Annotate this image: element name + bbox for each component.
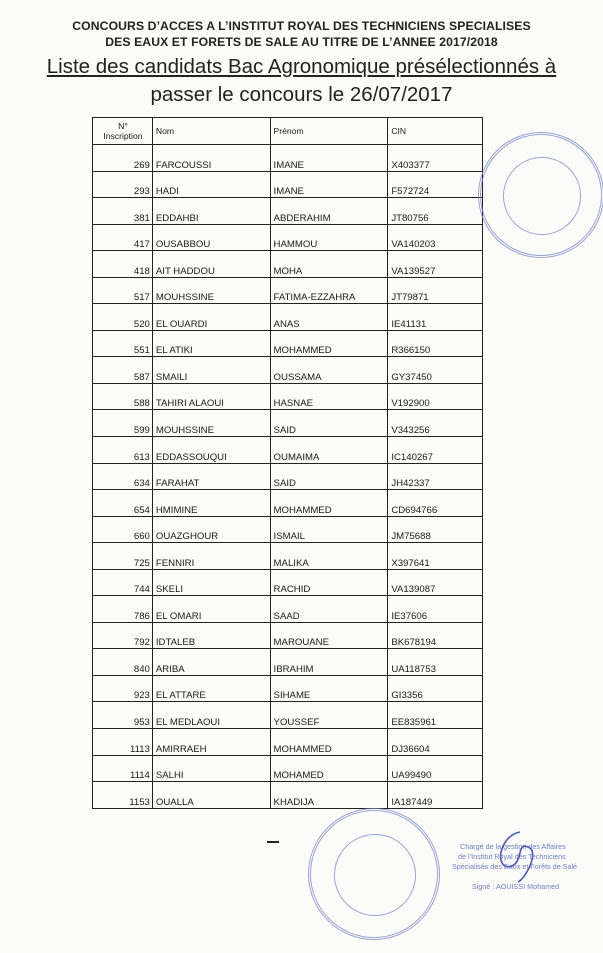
- cell-prenom: IMANE: [270, 171, 388, 198]
- table-row: [93, 357, 483, 384]
- cell-num-inscription: 293: [93, 171, 153, 198]
- cell-cin: UA99490: [388, 755, 483, 782]
- cell-nom: EL OUARDI: [152, 304, 270, 331]
- cell-num-inscription: 588: [93, 383, 153, 410]
- table-row: [93, 463, 483, 490]
- cell-num-inscription: 953: [93, 702, 153, 729]
- cell-prenom: OUSSAMA: [270, 357, 388, 384]
- document-title-line-2: passer le concours le 26/07/2017: [150, 83, 453, 106]
- cell-nom: IDTALEB: [152, 622, 270, 649]
- cell-num-inscription: 613: [93, 437, 153, 464]
- table-row: [93, 437, 483, 464]
- table-row: [93, 145, 483, 172]
- signature-line-4: Signé : AOUISSI Mohamed: [472, 882, 560, 891]
- cell-cin: V343256: [388, 410, 483, 437]
- signature-line-1: Chargé de la gestion des Affaires: [460, 842, 566, 851]
- table-row: [93, 702, 483, 729]
- cell-num-inscription: 587: [93, 357, 153, 384]
- cell-num-inscription: 599: [93, 410, 153, 437]
- cell-nom: EL OMARI: [152, 596, 270, 623]
- cell-nom: MOUHSSINE: [152, 410, 270, 437]
- cell-prenom: IMANE: [270, 145, 388, 172]
- official-stamp-bottom: [308, 808, 440, 940]
- cell-nom: FARAHAT: [152, 463, 270, 490]
- table-row: [93, 224, 483, 251]
- header-num-inscription: N° Inscription: [93, 118, 153, 145]
- cell-nom: SMAILI: [152, 357, 270, 384]
- cell-num-inscription: 1113: [93, 729, 153, 756]
- cell-nom: OUAZGHOUR: [152, 516, 270, 543]
- cell-num-inscription: 381: [93, 198, 153, 225]
- cell-cin: DJ36604: [388, 729, 483, 756]
- cell-prenom: MAROUANE: [270, 622, 388, 649]
- cell-cin: CD694766: [388, 490, 483, 517]
- cell-cin: BK678194: [388, 622, 483, 649]
- official-stamp-top: [478, 132, 603, 258]
- header-line-2: DES EAUX ET FORETS DE SALE AU TITRE DE L’ANNEE 2017/2018: [105, 35, 498, 49]
- table-row: [93, 596, 483, 623]
- cell-nom: EL MEDLAOUI: [152, 702, 270, 729]
- table-row: [93, 198, 483, 225]
- cell-num-inscription: 520: [93, 304, 153, 331]
- cell-num-inscription: 725: [93, 543, 153, 570]
- table-row: [93, 383, 483, 410]
- cell-num-inscription: 551: [93, 330, 153, 357]
- cell-nom: OUALLA: [152, 782, 270, 809]
- table-row: [93, 569, 483, 596]
- cell-prenom: MALIKA: [270, 543, 388, 570]
- table-row: [93, 171, 483, 198]
- cell-prenom: KHADIJA: [270, 782, 388, 809]
- cell-num-inscription: 744: [93, 569, 153, 596]
- cell-num-inscription: 418: [93, 251, 153, 278]
- table-row: [93, 490, 483, 517]
- header-line-1: CONCOURS D’ACCES A L’INSTITUT ROYAL DES TECHNICIENS SPECIALISES: [72, 19, 531, 33]
- cell-num-inscription: 654: [93, 490, 153, 517]
- table-row: [93, 729, 483, 756]
- cell-nom: EL ATTARE: [152, 675, 270, 702]
- cell-nom: OUSABBOU: [152, 224, 270, 251]
- cell-cin: GI3356: [388, 675, 483, 702]
- cell-nom: FARCOUSSI: [152, 145, 270, 172]
- header-cin: CIN: [388, 118, 483, 145]
- cell-cin: VA139527: [388, 251, 483, 278]
- cell-cin: IC140267: [388, 437, 483, 464]
- cell-prenom: SAID: [270, 463, 388, 490]
- cell-cin: VA140203: [388, 224, 483, 251]
- cell-nom: AMIRRAEH: [152, 729, 270, 756]
- cell-prenom: ABDERAHIM: [270, 198, 388, 225]
- cell-num-inscription: 792: [93, 622, 153, 649]
- cell-prenom: ANAS: [270, 304, 388, 331]
- cell-cin: VA139087: [388, 569, 483, 596]
- cell-prenom: SIHAME: [270, 675, 388, 702]
- table-row: [93, 649, 483, 676]
- cell-cin: X397641: [388, 543, 483, 570]
- cell-cin: F572724: [388, 171, 483, 198]
- cell-nom: MOUHSSINE: [152, 277, 270, 304]
- cell-prenom: MOHAMMED: [270, 490, 388, 517]
- cell-prenom: MOHA: [270, 251, 388, 278]
- cell-nom: HMIMINE: [152, 490, 270, 517]
- cell-cin: EE835961: [388, 702, 483, 729]
- cell-nom: HADI: [152, 171, 270, 198]
- cell-prenom: HAMMOU: [270, 224, 388, 251]
- cell-nom: FENNIRI: [152, 543, 270, 570]
- cell-cin: JT79871: [388, 277, 483, 304]
- cell-num-inscription: 417: [93, 224, 153, 251]
- header-prenom: Prénom: [270, 118, 388, 145]
- cell-cin: GY37450: [388, 357, 483, 384]
- signature-line-2: de l’Institut Royal des Techniciens: [458, 852, 566, 861]
- cell-cin: UA118753: [388, 649, 483, 676]
- cell-prenom: YOUSSEF: [270, 702, 388, 729]
- candidates-table: [92, 117, 483, 809]
- table-header-row: [93, 118, 483, 145]
- cell-prenom: OUMAIMA: [270, 437, 388, 464]
- separator-dash: [267, 841, 279, 843]
- cell-num-inscription: 786: [93, 596, 153, 623]
- cell-prenom: IBRAHIM: [270, 649, 388, 676]
- cell-cin: R366150: [388, 330, 483, 357]
- table-row: [93, 782, 483, 809]
- cell-nom: SKELI: [152, 569, 270, 596]
- cell-prenom: FATIMA-EZZAHRA: [270, 277, 388, 304]
- cell-cin: IA187449: [388, 782, 483, 809]
- cell-num-inscription: 634: [93, 463, 153, 490]
- cell-nom: AIT HADDOU: [152, 251, 270, 278]
- cell-nom: SALHI: [152, 755, 270, 782]
- cell-prenom: MOHAMED: [270, 755, 388, 782]
- cell-nom: EL ATIKI: [152, 330, 270, 357]
- table-row: [93, 251, 483, 278]
- table-row: [93, 675, 483, 702]
- signature-line-3: Spécialisés des Eaux et Forêts de Salé: [452, 862, 578, 871]
- handwritten-signature-icon: [490, 826, 540, 886]
- cell-cin: JH42337: [388, 463, 483, 490]
- cell-num-inscription: 660: [93, 516, 153, 543]
- header-nom: Nom: [152, 118, 270, 145]
- cell-prenom: MOHAMMED: [270, 330, 388, 357]
- cell-prenom: HASNAE: [270, 383, 388, 410]
- cell-prenom: SAID: [270, 410, 388, 437]
- cell-nom: TAHIRI ALAOUI: [152, 383, 270, 410]
- cell-cin: IE41131: [388, 304, 483, 331]
- cell-nom: EDDAHBI: [152, 198, 270, 225]
- cell-prenom: RACHID: [270, 569, 388, 596]
- table-row: [93, 330, 483, 357]
- cell-cin: V192900: [388, 383, 483, 410]
- cell-prenom: ISMAIL: [270, 516, 388, 543]
- cell-cin: X403377: [388, 145, 483, 172]
- cell-nom: EDDASSOUQUI: [152, 437, 270, 464]
- cell-num-inscription: 923: [93, 675, 153, 702]
- cell-num-inscription: 269: [93, 145, 153, 172]
- table-row: [93, 516, 483, 543]
- cell-prenom: SAAD: [270, 596, 388, 623]
- cell-cin: JM75688: [388, 516, 483, 543]
- table-row: [93, 622, 483, 649]
- table-row: [93, 410, 483, 437]
- cell-num-inscription: 517: [93, 277, 153, 304]
- cell-num-inscription: 1153: [93, 782, 153, 809]
- cell-nom: ARIBA: [152, 649, 270, 676]
- table-row: [93, 755, 483, 782]
- document-title-line-1: Liste des candidats Bac Agronomique présélectionnés à: [46, 55, 557, 78]
- cell-cin: JT80756: [388, 198, 483, 225]
- table-row: [93, 304, 483, 331]
- cell-num-inscription: 840: [93, 649, 153, 676]
- cell-num-inscription: 1114: [93, 755, 153, 782]
- cell-cin: IE37606: [388, 596, 483, 623]
- table-row: [93, 543, 483, 570]
- table-row: [93, 277, 483, 304]
- cell-prenom: MOHAMMED: [270, 729, 388, 756]
